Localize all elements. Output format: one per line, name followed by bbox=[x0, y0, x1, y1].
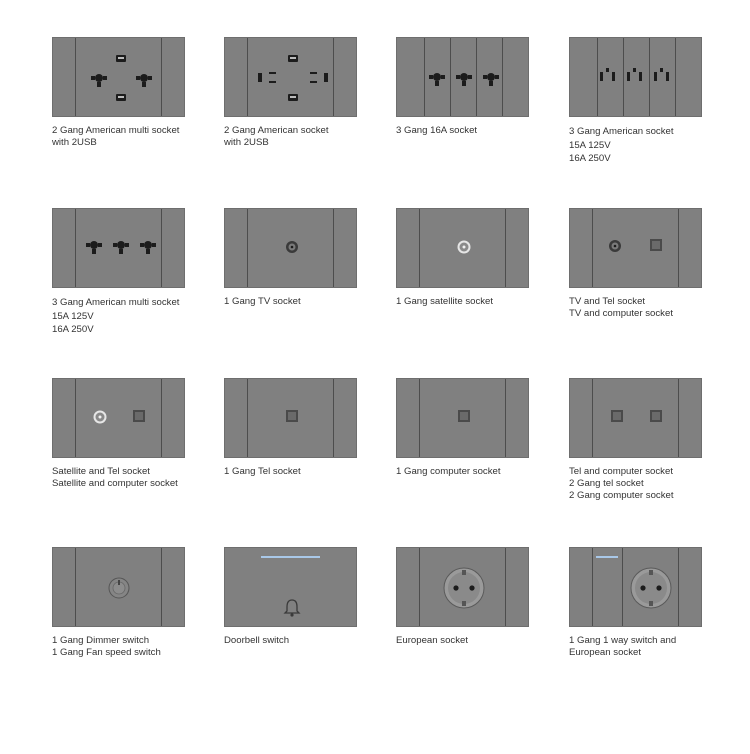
socket-plate bbox=[569, 37, 702, 117]
caption-line: 2 Gang American multi socket bbox=[52, 125, 180, 136]
network-port-icon bbox=[649, 409, 663, 423]
caption-line: 2 Gang tel socket bbox=[569, 478, 644, 489]
caption-line: 1 Gang Tel socket bbox=[224, 466, 301, 477]
satellite-connector-icon bbox=[457, 240, 471, 254]
socket-plate bbox=[52, 208, 185, 288]
16a-socket-icon bbox=[427, 66, 501, 90]
european-socket-icon bbox=[443, 567, 485, 609]
product-switch-and-european-socket bbox=[569, 547, 709, 658]
american-socket-usb-icon bbox=[255, 50, 331, 106]
american-socket-icon bbox=[598, 66, 676, 90]
product-2gang-american-usb bbox=[224, 37, 364, 148]
product-1gang-tel bbox=[224, 378, 364, 477]
socket-plate bbox=[569, 378, 702, 458]
european-socket-icon bbox=[630, 567, 672, 609]
socket-plate bbox=[396, 208, 529, 288]
caption-line: 1 Gang Dimmer switch bbox=[52, 635, 150, 646]
caption-line: Tel and computer socket bbox=[569, 466, 673, 477]
product-2gang-american-multi-usb bbox=[52, 37, 192, 148]
bell-icon bbox=[282, 598, 302, 618]
tv-coax-icon bbox=[608, 239, 622, 253]
multi-socket-icon bbox=[81, 233, 161, 261]
socket-plate bbox=[224, 208, 357, 288]
multi-socket-usb-icon bbox=[87, 50, 157, 106]
caption-line: 3 Gang 16A socket bbox=[396, 125, 478, 136]
product-tv-and-tel bbox=[569, 208, 709, 319]
socket-plate bbox=[52, 378, 185, 458]
product-3gang-american bbox=[569, 37, 709, 164]
caption-line: with 2USB bbox=[52, 137, 97, 148]
dimmer-knob-icon bbox=[107, 576, 131, 600]
product-doorbell-switch bbox=[224, 547, 364, 646]
caption-line: European socket bbox=[569, 647, 641, 658]
caption-line: 1 Gang 1 way switch and bbox=[569, 635, 677, 646]
caption-line: 16A 250V bbox=[569, 153, 611, 164]
network-port-icon bbox=[649, 238, 663, 252]
caption-line: with 2USB bbox=[224, 137, 269, 148]
caption-line: 2 Gang computer socket bbox=[569, 490, 674, 501]
socket-plate bbox=[396, 37, 529, 117]
caption-line: 1 Gang Fan speed switch bbox=[52, 647, 161, 658]
socket-plate bbox=[569, 547, 702, 627]
product-1gang-tv bbox=[224, 208, 364, 307]
socket-plate bbox=[569, 208, 702, 288]
caption-line: Doorbell switch bbox=[224, 635, 290, 646]
tel-port-icon bbox=[285, 409, 299, 423]
product-tel-and-computer bbox=[569, 378, 709, 501]
caption-line: Satellite and Tel socket bbox=[52, 466, 150, 477]
socket-plate bbox=[224, 37, 357, 117]
tel-port-icon bbox=[610, 409, 624, 423]
socket-plate bbox=[396, 378, 529, 458]
product-3gang-16a bbox=[396, 37, 536, 136]
caption-line: 2 Gang American socket bbox=[224, 125, 329, 136]
caption-line: 1 Gang computer socket bbox=[396, 466, 501, 477]
network-port-icon bbox=[457, 409, 471, 423]
tv-coax-icon bbox=[285, 240, 299, 254]
caption-line: 16A 250V bbox=[52, 324, 94, 335]
product-3gang-american-multi bbox=[52, 208, 192, 335]
caption-line: Satellite and computer socket bbox=[52, 478, 178, 489]
product-dimmer-switch bbox=[52, 547, 192, 658]
network-port-icon bbox=[132, 409, 146, 423]
caption-line: TV and Tel socket bbox=[569, 296, 646, 307]
product-1gang-satellite bbox=[396, 208, 536, 307]
socket-plate bbox=[52, 37, 185, 117]
caption-line: 15A 125V bbox=[569, 139, 611, 151]
socket-plate bbox=[396, 547, 529, 627]
caption-line: 3 Gang American socket bbox=[569, 126, 674, 137]
socket-plate bbox=[224, 378, 357, 458]
caption-line: TV and computer socket bbox=[569, 308, 673, 319]
product-1gang-computer bbox=[396, 378, 536, 477]
caption-line: European socket bbox=[396, 635, 468, 646]
socket-plate bbox=[52, 547, 185, 627]
socket-plate bbox=[224, 547, 357, 627]
caption-line: 1 Gang satellite socket bbox=[396, 296, 494, 307]
caption-line: 1 Gang TV socket bbox=[224, 296, 301, 307]
product-european-socket bbox=[396, 547, 536, 646]
product-satellite-and-tel bbox=[52, 378, 192, 489]
caption-line: 3 Gang American multi socket bbox=[52, 297, 180, 308]
caption-line: 15A 125V bbox=[52, 310, 94, 322]
satellite-connector-icon bbox=[93, 410, 107, 424]
